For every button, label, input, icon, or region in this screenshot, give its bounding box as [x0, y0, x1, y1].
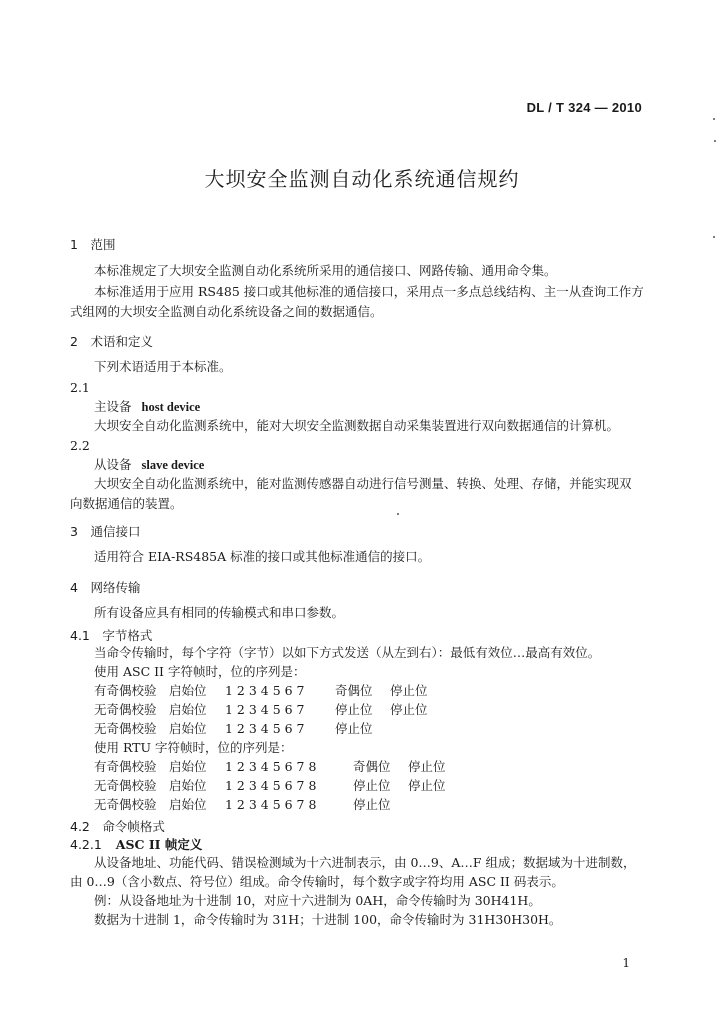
section-1-para-2a: 本标准适用于应用 RS485 接口或其他标准的通信接口，采用点一多点总线结构、主一从查询工作方 [94, 284, 644, 299]
term-2-1-en: host device [141, 400, 201, 414]
rtu-frame-intro: 使用 RTU 字符帧时，位的序列是： [94, 740, 293, 755]
frame-bits: 1 2 3 4 5 6 7 [225, 702, 305, 717]
term-2-1-zh: 主设备 [94, 399, 132, 414]
section-1-heading: 1 范围 [70, 237, 116, 252]
term-2-2-en: slave device [141, 458, 205, 472]
rtu-frame-row [94, 797, 408, 813]
frame-check: 无奇偶校验 [94, 778, 157, 793]
term-2-2-name [94, 457, 204, 473]
section-4-heading: 4 网络传输 [70, 580, 141, 595]
frame-parity: 奇偶位 [353, 759, 391, 774]
frame-parity: 停止位 [335, 721, 373, 736]
ascii-frame-intro: 使用 ASC II 字符帧时，位的序列是： [94, 664, 306, 679]
document-title: 大坝安全监测自动化系统通信规约 [204, 167, 520, 191]
scan-speck [714, 140, 716, 142]
section-2-intro: 下列术语适用于本标准。 [94, 359, 232, 374]
section-4-1-para-1: 当命令传输时，每个字符（字节）以如下方式发送（从左到右）：最低有效位…最高有效位。 [94, 645, 601, 660]
section-4-2-1-para-1a: 从设备地址、功能代码、错误检测域为十六进制表示，由 0…9、A…F 组成；数据域为十进制数， [94, 855, 636, 870]
frame-parity: 停止位 [335, 702, 373, 717]
page-number: 1 [622, 956, 630, 970]
section-4-2-1-para-1b: 由 0…9（含小数点、符号位）组成。命令传输时，每个数字或字符均用 ASC II 码表示。 [70, 874, 564, 889]
frame-start: 启始位 [169, 702, 207, 717]
frame-check: 有奇偶校验 [94, 683, 157, 698]
section-4-2-1-title: ASC II 帧定义 [115, 837, 203, 852]
scan-speck [713, 118, 715, 120]
section-4-2-1-example-1: 例：从设备地址为十进制 10，对应十六进制为 0AH，命令传输时为 30H41H。 [94, 893, 541, 908]
term-2-2-definition-a: 大坝安全自动化监测系统中，能对监测传感器自动进行信号测量、转换、处理、存储，并能实现双 [94, 476, 632, 491]
section-4-2-1-number: 4.2.1 [70, 837, 102, 852]
section-4-2-1-example-2: 数据为十进制 1，命令传输时为 31H；十进制 100，命令传输时为 31H30H30H。 [94, 912, 562, 927]
standard-code: DL / T 324 — 2010 [526, 100, 642, 115]
section-1-para-1: 本标准规定了大坝安全监测自动化系统所采用的通信接口、网路传输、通用命令集。 [94, 263, 557, 278]
frame-bits: 1 2 3 4 5 6 7 [225, 683, 305, 698]
ascii-frame-row [94, 683, 428, 699]
frame-stop: 停止位 [408, 759, 446, 774]
term-2-1-name [94, 399, 200, 415]
section-3-para-1: 适用符合 EIA-RS485A 标准的接口或其他标准通信的接口。 [94, 549, 431, 564]
frame-check: 无奇偶校验 [94, 797, 157, 812]
ascii-frame-row [94, 721, 390, 737]
term-2-1-number: 2.1 [70, 380, 90, 395]
section-3-heading: 3 通信接口 [70, 524, 141, 539]
section-4-para-1: 所有设备应具有相同的传输模式和串口参数。 [94, 605, 345, 620]
section-4-2-heading: 4.2 命令帧格式 [70, 819, 165, 834]
section-1-para-2b: 式组网的大坝安全监测自动化系统设备之间的数据通信。 [70, 304, 383, 319]
frame-stop: 停止位 [390, 702, 428, 717]
frame-stop: 停止位 [390, 683, 428, 698]
frame-start: 启始位 [169, 683, 207, 698]
rtu-frame-row [94, 778, 446, 794]
frame-bits: 1 2 3 4 5 6 7 8 [225, 759, 317, 774]
term-2-2-zh: 从设备 [94, 457, 132, 472]
frame-bits: 1 2 3 4 5 6 7 8 [225, 797, 317, 812]
frame-start: 启始位 [169, 797, 207, 812]
ascii-frame-row [94, 702, 428, 718]
frame-check: 无奇偶校验 [94, 721, 157, 736]
scan-speck [397, 513, 399, 515]
frame-parity: 停止位 [353, 778, 391, 793]
frame-check: 无奇偶校验 [94, 702, 157, 717]
section-4-2-1-heading [70, 837, 202, 853]
frame-bits: 1 2 3 4 5 6 7 [225, 721, 305, 736]
frame-start: 启始位 [169, 759, 207, 774]
frame-parity: 奇偶位 [335, 683, 373, 698]
term-2-2-number: 2.2 [70, 438, 90, 453]
frame-start: 启始位 [169, 778, 207, 793]
frame-parity: 停止位 [353, 797, 391, 812]
frame-start: 启始位 [169, 721, 207, 736]
term-2-1-definition: 大坝安全自动化监测系统中，能对大坝安全监测数据自动采集装置进行双向数据通信的计算机。 [94, 418, 620, 433]
term-2-2-definition-b: 向数据通信的装置。 [70, 496, 183, 511]
frame-stop: 停止位 [408, 778, 446, 793]
frame-check: 有奇偶校验 [94, 759, 157, 774]
rtu-frame-row [94, 759, 446, 775]
section-4-1-heading: 4.1 字节格式 [70, 628, 153, 643]
frame-bits: 1 2 3 4 5 6 7 8 [225, 778, 317, 793]
section-2-heading: 2 术语和定义 [70, 334, 153, 349]
scan-speck [713, 236, 715, 238]
